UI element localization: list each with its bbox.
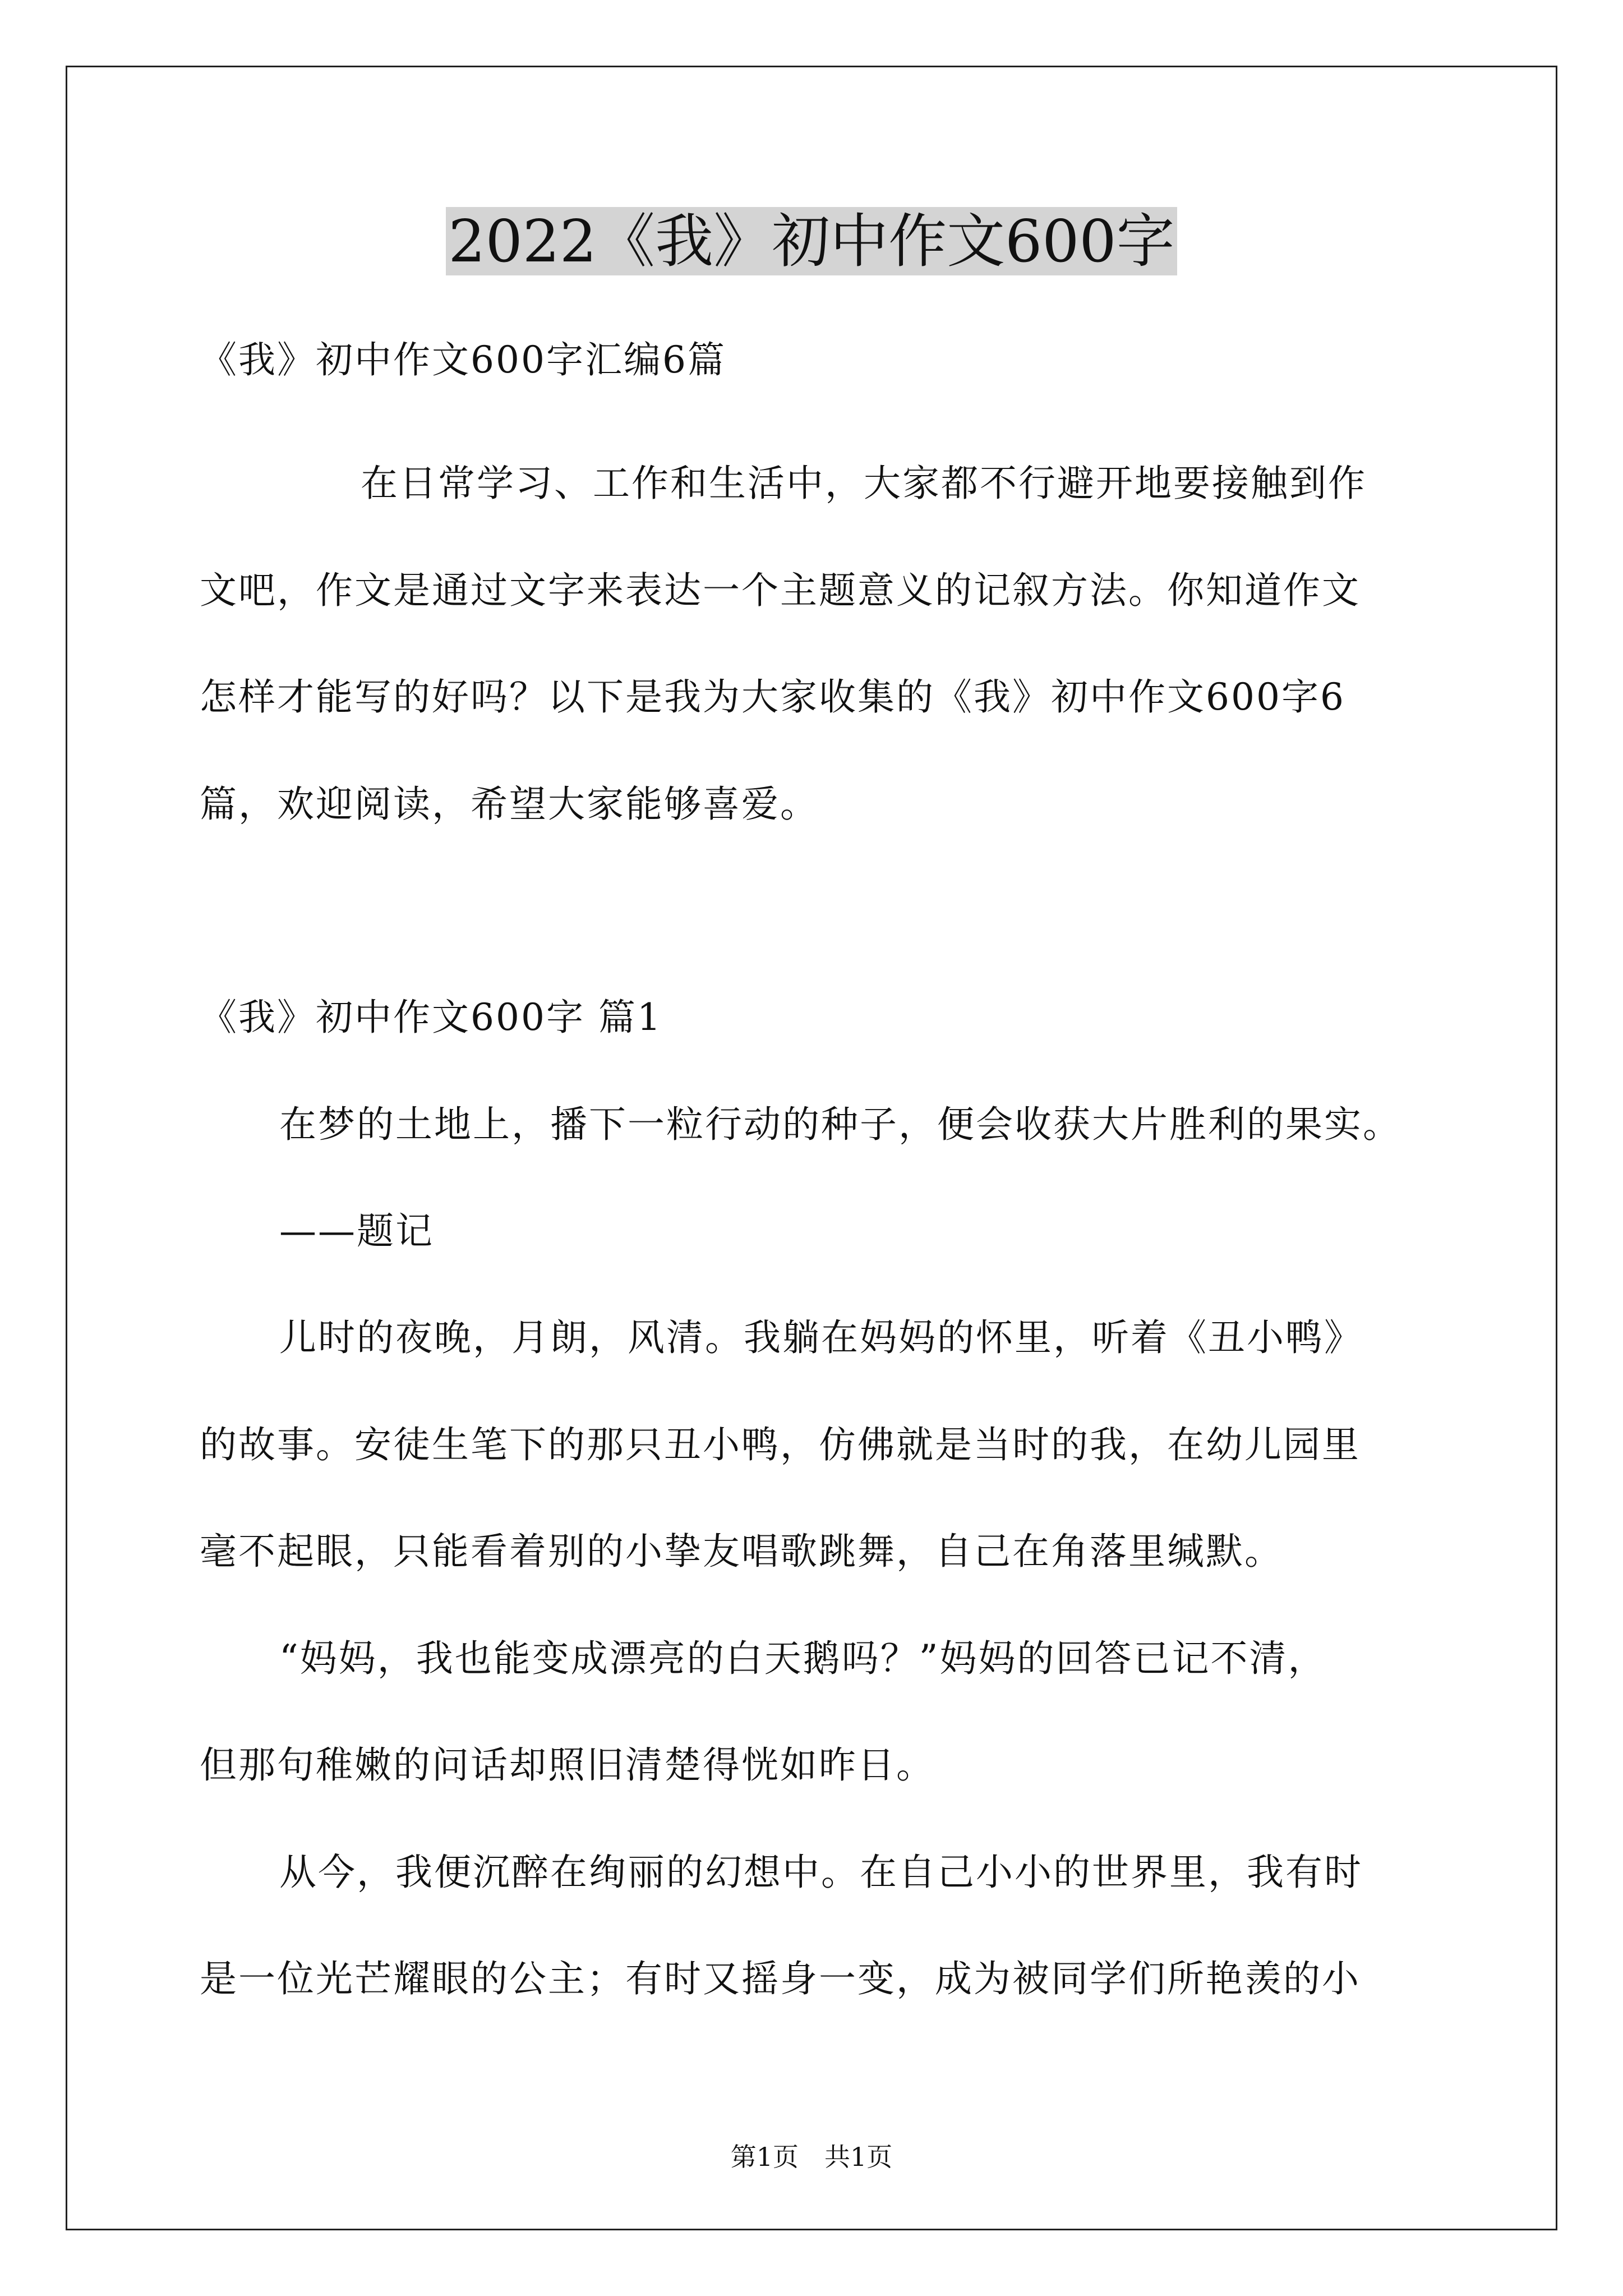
document-title-text: 2022《我》初中作文600字 [446,207,1177,275]
intro-line-3: 怎样才能写的好吗？以下是我为大家收集的《我》初中作文600字6 [200,675,1345,719]
body-line-8: 从今，我便沉醉在绚丽的幻想中。在自己小小的世界里，我有时 [279,1851,1363,1894]
document-title [0,202,1623,280]
body-line-9: 是一位光芒耀眼的公主；有时又摇身一变，成为被同学们所艳羡的小 [200,1957,1361,2000]
intro-line-4: 篇，欢迎阅读，希望大家能够喜爱。 [200,783,819,826]
body-line-6: “妈妈，我也能变成漂亮的白天鹅吗？”妈妈的回答已记不清， [279,1637,1327,1680]
section-heading: 《我》初中作文600字 篇1 [200,996,662,1039]
body-line-5: 毫不起眼，只能看着别的小挚友唱歌跳舞，自己在角落里缄默。 [200,1530,1283,1573]
intro-line-2: 文吧，作文是通过文字来表达一个主题意义的记叙方法。你知道作文 [200,569,1361,612]
intro-line-1: 在日常学习、工作和生活中，大家都不行避开地要接触到作 [361,462,1367,505]
document-subtitle: 《我》初中作文600字汇编6篇 [200,338,726,381]
body-line-3: 儿时的夜晚，月朗，风清。我躺在妈妈的怀里，听着《丑小鸭》 [279,1316,1363,1359]
body-line-1: 在梦的土地上，播下一粒行动的种子，便会收获大片胜利的果实。 [279,1103,1401,1146]
body-line-7: 但那句稚嫩的问话却照旧清楚得恍如昨日。 [200,1743,935,1787]
page-footer: 第1页 共1页 [730,2142,893,2172]
body-line-4: 的故事。安徒生笔下的那只丑小鸭，仿佛就是当时的我，在幼儿园里 [200,1423,1361,1466]
body-line-2: ——题记 [279,1209,434,1253]
